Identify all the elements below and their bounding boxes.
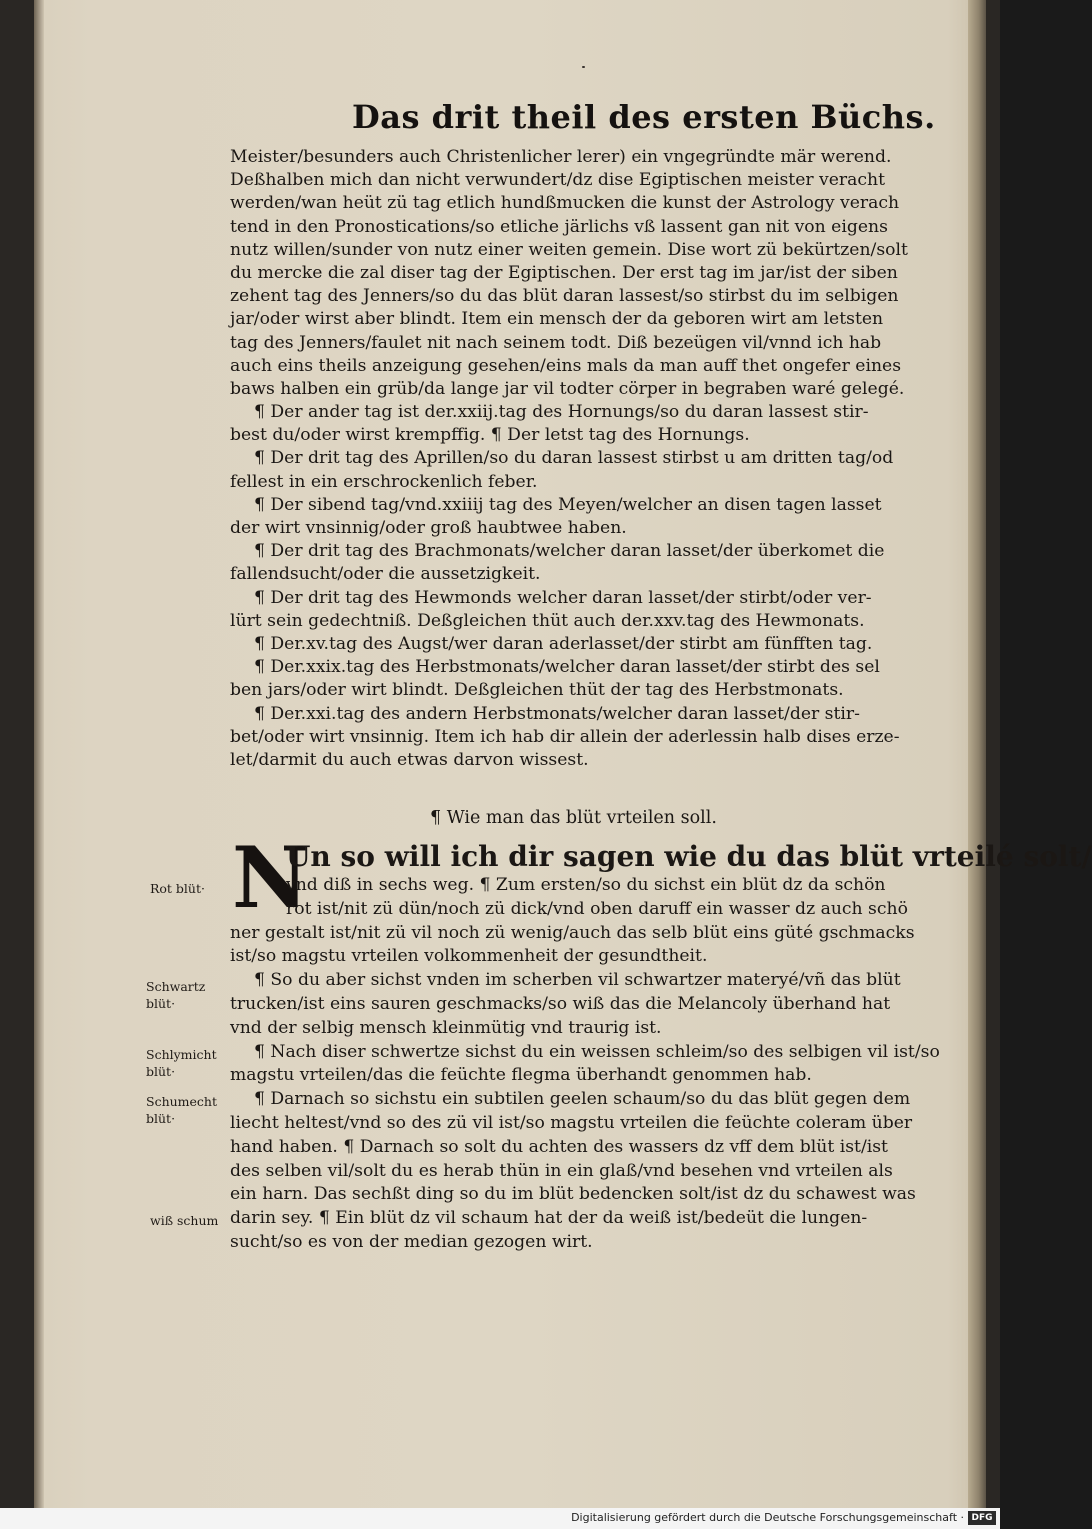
page-fore-edge [968, 0, 986, 1508]
text-line: tag des Jenners/faulet nit nach seinem todt. Diß bezeügen vil/vnnd ich hab [230, 332, 882, 353]
text-line: ¶ Der.xxix.tag des Herbstmonats/welcher daran lasset/der stirbt des sel [254, 657, 880, 678]
drop-capital: N [232, 828, 309, 927]
text-line: Deßhalben mich dan nicht verwundert/dz dise Egiptischen meister veracht [230, 170, 885, 191]
section-heading: ¶ Wie man das blüt vrteilen soll. [430, 808, 717, 828]
text-line: liecht heltest/vnd so des zü vil ist/so magstu vrteilen die feüchte coleram über [230, 1112, 913, 1133]
text-line: ner gestalt ist/nit zü vil noch zü wenig/auch das selb blüt eins güté gschmacks [230, 922, 915, 943]
text-line: der wirt vnsinnig/oder groß haubtwee haben. [230, 518, 627, 538]
text-line: ¶ Der drit tag des Hewmonds welcher daran lasset/der stirbt/oder ver- [254, 587, 872, 608]
digitization-credit: Digitalisierung gefördert durch die Deutsche Forschungsgemeinschaft · [571, 1511, 964, 1524]
text-line: bet/oder wirt vnsinnig. Item ich hab dir allein der aderlessin halb dises erze- [230, 726, 900, 747]
text-line: ¶ Der sibend tag/vnd.xxiiij tag des Meyen/welcher an disen tagen lasset [254, 494, 882, 515]
dfg-logo: DFG [968, 1511, 996, 1525]
margin-note-schwartz: Schwartz blüt· [146, 979, 206, 1011]
text-line: nutz willen/sunder von nutz einer weiten gemein. Dise wort zü bekürtzen/solt [230, 239, 908, 260]
main-text-block [230, 146, 930, 772]
margin-note-schlymicht: Schlymicht blüt· [146, 1047, 217, 1079]
text-line: ¶ Nach diser schwertze sichst du ein weissen schleim/so des selbigen vil ist/so [254, 1041, 940, 1062]
text-line: ¶ So du aber sichst vnden im scherben vil schwartzer materyé/vñ das blüt [254, 970, 901, 991]
text-line: fellest in ein erschrockenlich feber. [230, 471, 538, 492]
text-line: baws halben ein grüb/da lange jar vil todter cörper in begraben waré gelegé. [230, 378, 905, 399]
text-line: fallendsucht/oder die aussetzigkeit. [230, 564, 541, 585]
text-line: ¶ Der.xxi.tag des andern Herbstmonats/welcher daran lasset/der stir- [254, 703, 860, 724]
text-line: vnd diß in sechs weg. ¶ Zum ersten/so du sichst ein blüt dz da schön [286, 875, 886, 895]
text-line: ein harn. Das sechßt ding so du im blüt bedencken solt/ist dz du schawest was [230, 1184, 916, 1205]
second-text-block [230, 828, 1092, 1255]
gutter-shadow [34, 0, 44, 1508]
text-line: auch eins theils anzeigung gesehen/eins mals da man auff thet ongefer eines [230, 355, 902, 376]
text-line: darin sey. ¶ Ein blüt dz vil schaum hat der da weiß ist/bedeüt die lungen- [230, 1208, 868, 1229]
text-line: jar/oder wirst aber blindt. Item ein mensch der da geboren wirt am letsten [230, 309, 884, 330]
text-line: sucht/so es von der median gezogen wirt. [230, 1231, 593, 1252]
margin-note-schumecht: Schumecht blüt· [146, 1094, 217, 1126]
text-line: ist/so magstu vrteilen volkommenheit der gesundtheit. [230, 946, 708, 967]
text-line: ben jars/oder wirt blindt. Deßgleichen thüt der tag des Herbstmonats. [230, 680, 844, 701]
text-line: Meister/besunders auch Christenlicher lerer) ein vngegründte mär werend. [230, 147, 892, 167]
margin-note-wiss-schum: wiß schum [150, 1213, 219, 1228]
text-line: vnd der selbig mensch kleinmütig vnd traurig ist. [230, 1017, 662, 1038]
text-line: ¶ Darnach so sichstu ein subtilen geelen schaum/so du das blüt gegen dem [254, 1089, 911, 1110]
text-line: tend in den Pronostications/so etliche järlichs vß lassent gan nit von eigens [230, 216, 888, 237]
text-line: lürt sein gedechtniß. Deßgleichen thüt auch der.xxv.tag des Hewmonats. [230, 610, 865, 631]
running-head: Das drit theil des ersten Büchs. [352, 98, 936, 136]
top-mark [582, 66, 585, 68]
text-line: ¶ Der ander tag ist der.xxiij.tag des Hornungs/so du daran lassest stir- [254, 402, 869, 423]
text-line: du mercke die zal diser tag der Egiptischen. Der erst tag im jar/ist der siben [230, 262, 898, 283]
text-line: ¶ Der drit tag des Brachmonats/welcher daran lasset/der überkomet die [254, 541, 885, 562]
text-line: werden/wan heüt zü tag etlich hundßmucken die kunst der Astrology verach [230, 193, 900, 214]
text-line: best du/oder wirst krempffig. ¶ Der letst tag des Hornungs. [230, 425, 750, 446]
text-line: magstu vrteilen/das die feüchte flegma überhandt genommen hab. [230, 1065, 812, 1086]
margin-note-rot: Rot blüt· [150, 881, 205, 896]
text-line: rot ist/nit zü dün/noch zü dick/vnd oben daruff ein wasser dz auch schö [286, 898, 908, 919]
text-line: let/darmit du auch etwas darvon wissest. [230, 749, 589, 770]
text-line: des selben vil/solt du es herab thün in ein glaß/vnd besehen vnd vrteilen als [230, 1160, 893, 1181]
text-line: Un so will ich dir sagen wie du das blüt vrteilé solt/ [286, 840, 1092, 873]
text-line: ¶ Der drit tag des Aprillen/so du daran lassest stirbst u am dritten tag/od [254, 448, 894, 469]
text-line: trucken/ist eins sauren geschmacks/so wiß das die Melancoly überhand hat [230, 993, 891, 1014]
text-line: hand haben. ¶ Darnach so solt du achten des wassers dz vff dem blüt ist/ist [230, 1136, 888, 1157]
text-line: ¶ Der.xv.tag des Augst/wer daran aderlasset/der stirbt am fünfften tag. [254, 633, 873, 654]
text-line: zehent tag des Jenners/so du das blüt daran lassest/so stirbst du im selbigen [230, 286, 899, 307]
